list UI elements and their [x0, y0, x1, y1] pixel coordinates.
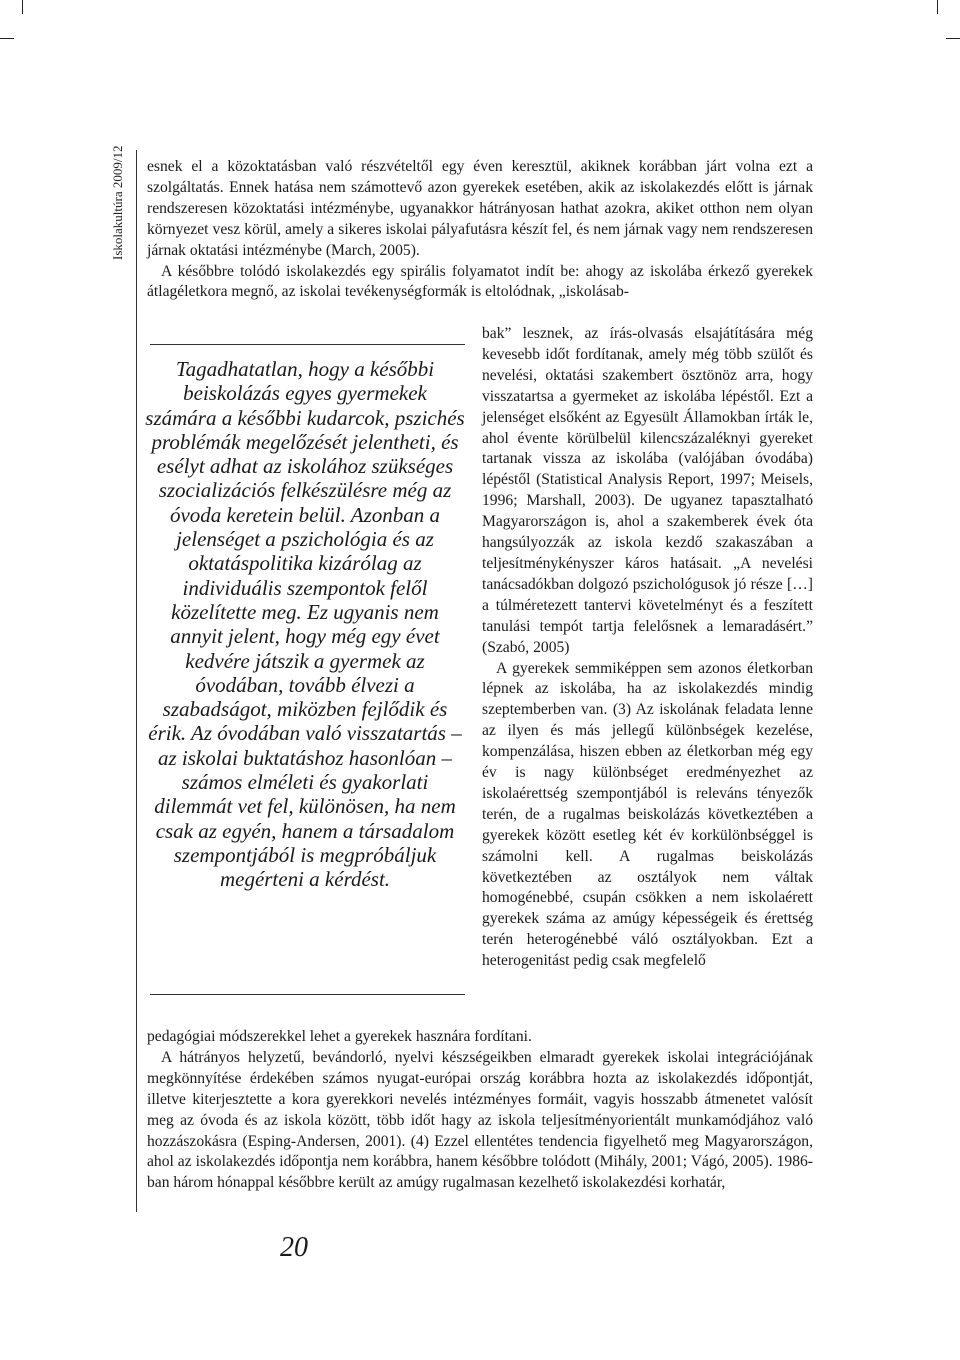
bottom-text [147, 1027, 813, 1194]
bottom-paragraph-2: A hátrányos helyzetű, bevándorló, nyelvi készségeikben elmaradt gyerekek iskolai integrációjának megkönnyítése érdekében számos nyugat-európai ország korábbra hozta az iskolakezdés időpontját, illetve kiterjesztette a kora gyerekkori nevelés intézményes formáit, vagyis hosszabb átmenetet valósít meg az óvoda és az iskola között, több időt hagy az iskola teljesítményorientált munkamódjához való hozzászokásra (Esping-Andersen, 2001). (4) Ezzel ellentétes tendencia figyelhető meg Magyarországon, ahol az iskolakezdés időpontja nem korábbra, hanem későbbre tolódott (Mihály, 2001; Vágó, 2005). 1986-ban három hónappal későbbre került az amúgy rugalmasan kezelhető iskolakezdési korhatár, [147, 1048, 813, 1192]
crop-mark-top-right [937, 0, 938, 14]
intro-text [147, 157, 813, 303]
pull-quote-top-rule [150, 344, 465, 345]
intro-paragraph-1: esnek el a közoktatásban való részvételtől egy éven keresztül, akiknek korábban járt volna ezt a szolgáltatás. Ennek hatása nem számottevő azon gyerekek esetében, akik az iskolakezdés előtt is járnak rendszeresen közoktatási intézménybe, ugyanakkor hátrányosan hathat azokra, akiket otthon nem olyan környezet vesz körül, amely a sikeres iskolai pályafutásra készít fel, és nem járnak vagy nem rendszeresen járnak oktatási intézménybe (March, 2005). [147, 158, 813, 259]
journal-label: Iskolakultúra 2009/12 [110, 145, 125, 260]
intro-paragraph-2: A későbbre tolódó iskolakezdés egy spirális folyamatot indít be: ahogy az iskolába érkező gyerekek átlagéletkora megnő, az iskolai tevékenységformák is eltolódnak, „iskolásab- [147, 262, 813, 301]
crop-mark-top-right-h [946, 38, 960, 39]
bottom-paragraph-1: pedagógiai módszerekkel lehet a gyerekek hasznára fordítani. [147, 1028, 532, 1045]
pull-quote [145, 357, 465, 892]
margin-rule [136, 150, 137, 1212]
crop-mark-top-left [22, 0, 23, 14]
page-number: 20 [280, 1232, 308, 1263]
pull-quote-text: Tagadhatatlan, hogy a későbbi beiskolázás egyes gyermekek számára a későbbi kudarcok, pszichés problémák megelőzését jelentheti, és esélyt adhat az iskolához szükséges szocializációs felkészülésre még az óvoda keretein belül. Azonban a jelenséget a pszichológia és az oktatáspolitika kizárólag az individuális szempontok felől közelítette meg. Ez ugyanis nem annyit jelent, hogy még egy évet kedvére játszik a gyermek az óvodában, tovább élvezi a szabadságot, miközben fejlődik és érik. Az óvodában való visszatartás – az iskolai buktatáshoz hasonlóan – számos elméleti és gyakorlati dilemmát vet fel, különösen, ha nem csak az egyén, hanem a társadalom szempontjából is megpróbáljuk megérteni a kérdést. [145, 357, 465, 892]
right-paragraph-1: bak” lesznek, az írás-olvasás elsajátítására még kevesebb időt fordítanak, amely még több szülőt és nevelési, oktatási szakembert ösztönöz arra, hogy visszatartsa a gyermeket az iskolába lépéstől. Ezt a jelenséget elsőként az Egyesült Államokban írták le, ahol évente körülbelül kilencszázaléknyi gyereket tartanak vissza az iskolába (valójában óvodába) lépéstől (Statistical Analysis Report, 1997; Meisels, 1996; Marshall, 2003). De ugyanez tapasztalható Magyarországon is, ahol a szakemberek évek óta hangsúlyozzák az iskola kezdő szakaszában a teljesítménykényszer káros hatásait. „A nevelési tanácsadókban dolgozó pszichológusok jó része […] a túlméretezett tantervi követelményt és a feszített tanulási tempót tartja felelősnek a lemaradásért.” (Szabó, 2005) [482, 325, 813, 656]
crop-mark-top-left-h [0, 38, 14, 39]
right-paragraph-2: A gyerekek semmiképpen sem azonos életkorban lépnek az iskolába, ha az iskolakezdés mindig szeptemberben van. (3) Az iskolának feladata lenne az ilyen és más jellegű különbségek kezelése, kompenzálása, hiszen ebben az életkorban még egy év is nagy különbséget eredményezhet az iskolaérettség szempontjából is releváns tényezők terén, de a rugalmas beiskolázás következtében a gyerekek között esetleg két év korkülönbséggel is számolni kell. A rugalmas beiskolázás következtében az osztályok nem váltak homogénebbé, csupán csökken a nem iskolaérett gyerekek száma az amúgy képességeik és érettség terén heterogénebbé váló osztályokban. Ezt a heterogenitást pedig csak megfelelő [482, 659, 813, 970]
pull-quote-bottom-rule [150, 994, 465, 995]
right-column [482, 324, 813, 972]
